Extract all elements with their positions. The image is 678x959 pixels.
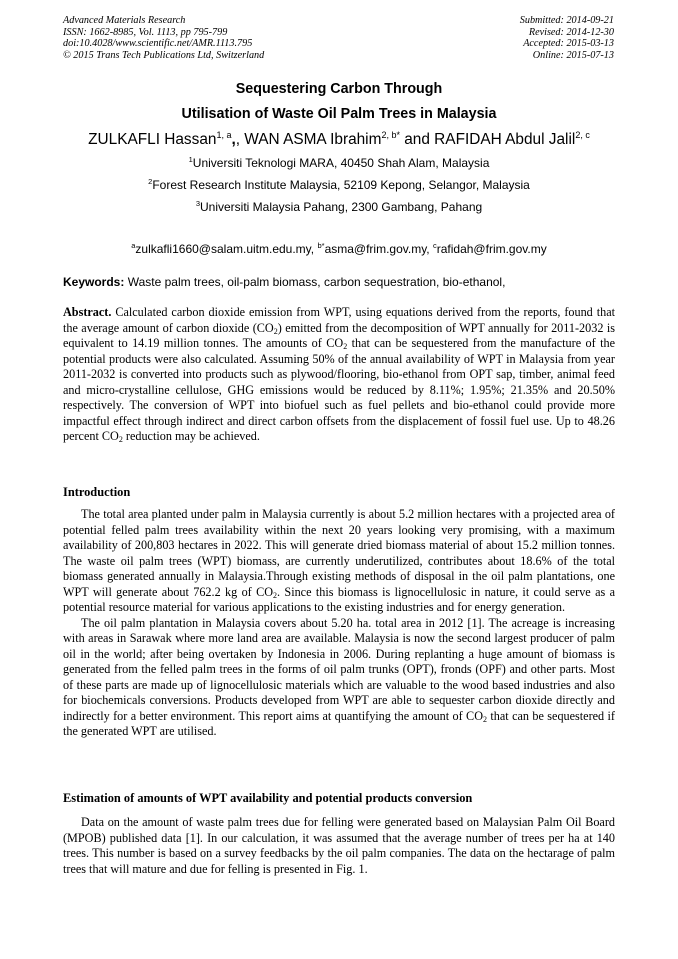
- introduction-body: [63, 507, 615, 740]
- abstract-label: Abstract.: [63, 305, 112, 319]
- dates-info: [520, 15, 614, 61]
- affiliation-1: $^1$Universiti Teknologi MARA, 40450 Shah Alam, Malaysia: [188, 155, 490, 170]
- author-2-affil: 2, b*: [381, 130, 400, 140]
- keywords-label: Keywords:: [63, 275, 125, 289]
- journal-info: [63, 15, 264, 61]
- affiliation-2: $^2$Forest Research Institute Malaysia, 52109 Kepong, Selangor, Malaysia: [148, 177, 530, 192]
- estimation-body: [63, 815, 615, 877]
- keywords: [63, 275, 615, 289]
- intro-paragraph-1: The total area planted under palm in Malaysia currently is about 5.2 million hectares with a projected area of potential felled palm trees availability within the next 20 years looking very promising, with a maximum availability of 200,803 hectares in 2022. This will generate dried biomass material of about 15.2 million tonnes. The waste oil palm trees (WPT) biomass, are currently underutilized, contributes about 18.6% of the total biomass generated annually in Malaysia.Through existing methods of disposal in the oil palm plantations, one WPT will generate about 762.2 kg of $CO_2$. Since this biomass is lignocellulosic in nature, it could serve as a potential resource material for various applications to the existing industries and for energy generation.: [63, 507, 615, 614]
- author-2-name: , WAN ASMA Ibrahim: [235, 131, 382, 149]
- author-1-affil: 1, a: [216, 130, 232, 140]
- email-list: $^a$zulkafli1660@salam.uitm.edu.my, $^{b*}$asma@frim.gov.my, $^c$rafidah@frim.gov.my: [131, 241, 547, 256]
- online-date: Online: 2015-07-13: [532, 49, 614, 61]
- paper-title-line-2: Utilisation of Waste Oil Palm Trees in Malaysia: [181, 106, 497, 122]
- affiliation-3: $^3$Universiti Malaysia Pahang, 2300 Gambang, Pahang: [195, 199, 483, 214]
- submitted-date: Submitted: 2014-09-21: [519, 15, 614, 26]
- doi-line: doi:10.4028/www.scientific.net/AMR.1113.795: [63, 38, 253, 50]
- author-3-affil: 2, c: [575, 130, 590, 140]
- estimation-paragraph-1: Data on the amount of waste palm trees due for felling were generated based on Malaysian Palm Oil Board (MPOB) published data [1]. In our calculation, it was assumed that the average number of trees per ha at 140 trees. This number is based on a survey feedbacks by the oil palm companies. The data on the hectarage of palm trees that will mature and due for felling is presented in Fig. 1.: [63, 815, 615, 876]
- email-b[interactable]: asma@frim.gov.my,: [324, 242, 433, 256]
- author-3-name: and RAFIDAH Abdul Jalil: [399, 131, 576, 149]
- section-heading-estimation: Estimation of amounts of WPT availability and potential products conversion: [63, 791, 473, 805]
- intro-paragraph-2: The oil palm plantation in Malaysia covers about 5.20 ha. total area in 2012 [1]. The acreage is increasing with areas in Sarawak where more land area are available. Malaysia is now the second largest producer of palm oil in the world; after being overtaken by Indonesia in 2006. During replanting a huge amount of biomass is generated from the felled palm trees in the forms of oil palm trunks (OPT), fronds (OPF) and other parts. Most of these parts are made up of lignocellulosic materials which are valuable to the wood based industries and also for biochemicals conversions. Products developed from WPT are able to sequester carbon dioxide directly and indirectly for a better environment. This report aims at quantifying the amount of $CO_2$ that can be sequestered if the generated WPT are utilised.: [63, 615, 615, 738]
- abstract: Abstract. Calculated carbon dioxide emission from WPT, using equations derived from the reports, found that the average amount of carbon dioxide $(CO_2)$ emitted from the decomposition of WPT annually for 2011-2032 is equivalent to 14.19 million tonnes. The amounts of $CO_2$ that can be sequestered from the manufacture of the potential products were also calculated. Assuming 50% of the annual availability of WPT in Malaysia from year 2011-2032 is converted into products such as plywood/flooring, bio-ethanol from OPT sap, timber, animal feed and micro-crystalline cellulose, GHG emissions would be reduced by 8.11%; 1.95%; 21.35% and 20.50% respectively. The conversion of WPT into biofuel such as fuel pellets and bio-ethanol could provide more impactful effect through indirect and direct carbon offsets from the displacement of fossil fuel use. Up to 48.26 percent $CO_2$ reduction may be achieved.: [63, 305, 615, 444]
- paper-title-line-1: Sequestering Carbon Through: [235, 81, 443, 97]
- author-1-name: ZULKAFLI Hassan: [88, 131, 217, 149]
- author-list: ZULKAFLI Hassan$^{1, a}$,, WAN ASMA Ibrahim$^{2, b*}$ and RAFIDAH Abdul Jalil$^{2, c}$: [88, 130, 590, 149]
- revised-date: Revised: 2014-12-30: [528, 26, 614, 38]
- section-heading-introduction: Introduction: [63, 485, 131, 499]
- keywords-text: Waste palm trees, oil-palm biomass, carbon sequestration, bio-ethanol,: [124, 275, 506, 289]
- issn-line: ISSN: 1662-8985, Vol. 1113, pp 795-799: [63, 26, 228, 38]
- email-a[interactable]: zulkafli1660@salam.uitm.edu.my,: [135, 242, 318, 256]
- journal-name: Advanced Materials Research: [63, 15, 186, 26]
- email-c[interactable]: rafidah@frim.gov.my: [436, 242, 547, 256]
- accepted-date: Accepted: 2015-03-13: [523, 38, 614, 50]
- copyright-line: © 2015 Trans Tech Publications Ltd, Switzerland: [63, 49, 265, 61]
